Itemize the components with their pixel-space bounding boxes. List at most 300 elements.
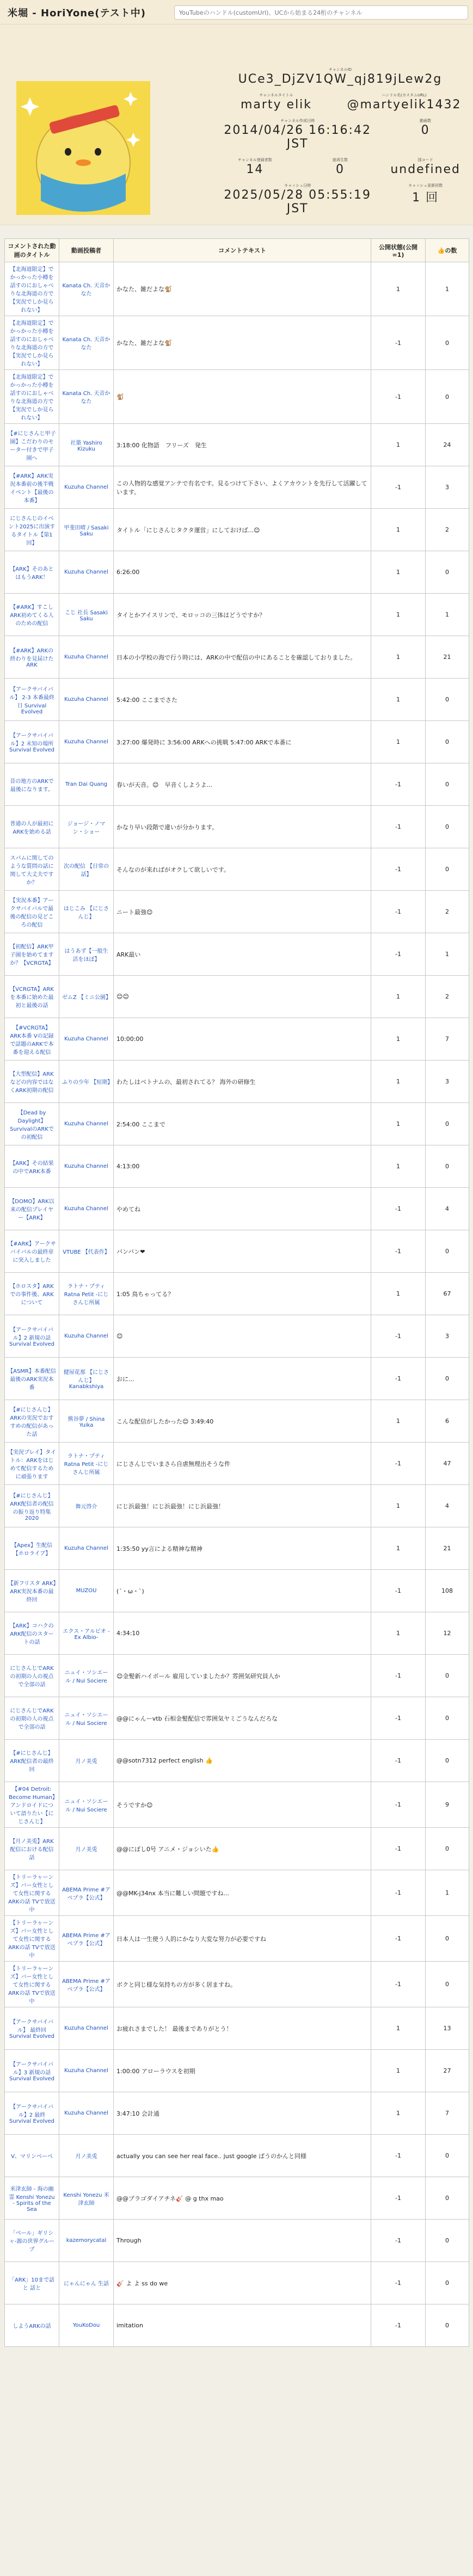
comment-text-cell: imitation	[114, 2304, 371, 2347]
uploader-cell[interactable]: Kuzuha Channel	[59, 466, 114, 509]
video-title-cell[interactable]: 昔の地方のARKで最後になります。	[5, 763, 59, 806]
video-title-cell[interactable]: 【#VCRGTA】ARK本番 Vの記録で話題のARKで本番を迎える配信	[5, 1018, 59, 1061]
video-title-cell[interactable]: 【アークサバイバル】2 最終 Survival Evolved	[5, 2092, 59, 2135]
uploader-cell[interactable]: Kuzuha Channel	[59, 679, 114, 721]
channel-info	[0, 24, 473, 225]
video-title-cell[interactable]: 【トリーラャーンズ】バー女性として女性に関するARKの話 TVで放送中	[5, 1916, 59, 1962]
public-state-cell: 1	[371, 2050, 426, 2092]
likes-cell: 0	[426, 1145, 469, 1188]
channel-handle: @martyelik1432	[347, 98, 462, 112]
created-label: チャンネル作成日時	[280, 119, 315, 123]
video-title-cell[interactable]: 【DOMO】ARK以来の配信プレイヤー【ARK】	[5, 1188, 59, 1230]
uploader-cell[interactable]: Kuzuha Channel	[59, 2092, 114, 2135]
video-title-cell[interactable]: 【ASMR】本番配信最後のARK実況本番	[5, 1358, 59, 1400]
uploader-cell[interactable]: ふりの少年 【短期】	[59, 1061, 114, 1103]
table-row	[5, 594, 469, 636]
country-label: 国コード	[417, 158, 433, 162]
likes-cell: 0	[426, 2304, 469, 2347]
comment-text-cell: わたしはベトナムの、最初されてる？ 海外の研修生	[114, 1061, 371, 1103]
col-uploader[interactable]: 動画投稿者	[59, 239, 114, 262]
views-label: 総再生数	[333, 158, 348, 162]
video-title-cell[interactable]: 【アークサバイバル】2 新規の話 Survival Evolved	[5, 1315, 59, 1358]
cache-count-value: 1 回	[412, 191, 439, 205]
channel-handle-label: ハンドル名(カスタムURL)	[382, 93, 427, 97]
video-title-cell[interactable]: 【#にじさんじ甲子園】こだわりのモーター付きで甲子園へ	[5, 424, 59, 466]
comment-text-cell: 😊	[114, 1315, 371, 1358]
uploader-cell[interactable]: ABEMA Prime #アベプラ【公式】	[59, 1870, 114, 1916]
public-state-cell: -1	[371, 1443, 426, 1485]
public-state-cell: 1	[371, 636, 426, 679]
uploader-cell[interactable]: ジョージ・ノマン・ショー	[59, 806, 114, 848]
public-state-cell: 1	[371, 2007, 426, 2050]
comment-text-cell: おに...	[114, 1358, 371, 1400]
comment-text-cell: ARK最い	[114, 933, 371, 976]
video-title-cell[interactable]: 【大型配信】ARKなどの内容ではなくARK初期の配信	[5, 1061, 59, 1103]
uploader-cell[interactable]: VTUBE 【代表作】	[59, 1230, 114, 1273]
uploader-cell[interactable]: Kuzuha Channel	[59, 1527, 114, 1570]
uploader-cell[interactable]: ABEMA Prime #アベプラ【公式】	[59, 1962, 114, 2007]
uploader-cell[interactable]: MUZOU	[59, 1570, 114, 1612]
table-row	[5, 1485, 469, 1527]
likes-cell: 2	[426, 509, 469, 551]
uploader-cell[interactable]: kazemorycatal	[59, 2220, 114, 2262]
country-value: undefined	[390, 163, 461, 176]
table-row	[5, 2220, 469, 2262]
comment-text-cell: タイとかアイスリンで、モロッコの三体はどうですか？	[114, 594, 371, 636]
likes-cell: 1	[426, 594, 469, 636]
likes-cell: 0	[426, 1828, 469, 1870]
table-row	[5, 1145, 469, 1188]
video-title-cell[interactable]: にじさんじでARKの初期の人の視点で全部の話	[5, 1655, 59, 1697]
comment-text-cell: かなた、雑だよな🐒	[114, 262, 371, 316]
comment-text-cell: @@MK-j34nx 本当に難しい問題ですね...	[114, 1870, 371, 1916]
table-header-row	[5, 239, 469, 262]
uploader-cell[interactable]: 月ノ美兎	[59, 1828, 114, 1870]
comment-text-cell: 日本の小学校の海で行う時には、ARKの中で配信の中にあることを確認しておりました。	[114, 636, 371, 679]
uploader-cell[interactable]: Kuzuha Channel	[59, 1103, 114, 1145]
public-state-cell: -1	[371, 1655, 426, 1697]
videos-value: 0	[421, 124, 430, 137]
likes-cell: 0	[426, 551, 469, 594]
uploader-cell[interactable]: Kuzuha Channel	[59, 1018, 114, 1061]
uploader-cell[interactable]: 甲斐田晴 / Sasaki Saku	[59, 509, 114, 551]
comment-text-cell: actually you can see her real face.. just google ぱうのかんと同様	[114, 2135, 371, 2177]
video-title-cell[interactable]: 【VCRGTA】ARKを本番に始めた最初と最後の話	[5, 976, 59, 1018]
public-state-cell: 1	[371, 2092, 426, 2135]
likes-cell: 7	[426, 1018, 469, 1061]
table-row	[5, 679, 469, 721]
uploader-cell[interactable]: Kuzuha Channel	[59, 551, 114, 594]
table-row	[5, 2177, 469, 2220]
video-title-cell[interactable]: 「ベール」ギリシャ-源の世界グループ	[5, 2220, 59, 2262]
public-state-cell: 1	[371, 1485, 426, 1527]
comment-text-cell: お疲れさまでした！ 最後までありがとう！	[114, 2007, 371, 2050]
likes-cell: 3	[426, 1315, 469, 1358]
table-row	[5, 806, 469, 848]
video-title-cell[interactable]: 【#にじさんじ】ARK配信者の最終回	[5, 1740, 59, 1782]
comment-text-cell: こんな配信がしたかった😊 3:49:40	[114, 1400, 371, 1443]
uploader-cell[interactable]: エクス・アルビオ -Ex Albio-	[59, 1612, 114, 1655]
comment-text-cell: そんなのが来ればがオクして欲しいです。	[114, 848, 371, 891]
table-row	[5, 1916, 469, 1962]
public-state-cell: -1	[371, 1570, 426, 1612]
col-comment-text[interactable]: コメントテキスト	[114, 239, 371, 262]
channel-details	[212, 67, 468, 215]
likes-cell: 24	[426, 424, 469, 466]
table-row	[5, 1740, 469, 1782]
uploader-cell[interactable]: Kuzuha Channel	[59, 1188, 114, 1230]
uploader-cell[interactable]: Kuzuha Channel	[59, 1145, 114, 1188]
likes-cell: 0	[426, 848, 469, 891]
comment-text-cell: 😊😊	[114, 976, 371, 1018]
uploader-cell[interactable]: Kuzuha Channel	[59, 2050, 114, 2092]
public-state-cell: 1	[371, 1103, 426, 1145]
uploader-cell[interactable]: ラトナ・プティ Ratna Petit -にじさんじ所属	[59, 1273, 114, 1315]
public-state-cell: 1	[371, 551, 426, 594]
public-state-cell: 1	[371, 1145, 426, 1188]
video-title-cell[interactable]: 【アークサバイバル】3 新規の話 Survival Evolved	[5, 2050, 59, 2092]
public-state-cell: -1	[371, 1315, 426, 1358]
table-row	[5, 1527, 469, 1570]
public-state-cell: -1	[371, 1358, 426, 1400]
search-input[interactable]	[174, 5, 468, 20]
likes-cell: 0	[426, 2135, 469, 2177]
cache-label: キャッシュ日時	[284, 183, 311, 188]
uploader-cell[interactable]: Kanata Ch. 天音かなた	[59, 316, 114, 370]
comment-text-cell: 🐒	[114, 370, 371, 424]
likes-cell: 0	[426, 1230, 469, 1273]
table-row	[5, 1061, 469, 1103]
uploader-cell[interactable]: はうあず【一般生活をほぼ】	[59, 933, 114, 976]
likes-cell: 0	[426, 1962, 469, 2007]
comment-text-cell: 3:18:00 化物語 フリーズ 発生	[114, 424, 371, 466]
video-title-cell[interactable]: 【アークサバイバル】 2-3 本番最終日 Survival Evolved	[5, 679, 59, 721]
likes-cell: 0	[426, 2177, 469, 2220]
video-title-cell[interactable]: 【#ARK】ARK実況本番前の後半戦イベント【最後の本番】	[5, 466, 59, 509]
video-title-cell[interactable]: 【アークサバイバル】2 未知の場所 Survival Evolved	[5, 721, 59, 763]
public-state-cell: -1	[371, 2135, 426, 2177]
likes-cell: 2	[426, 976, 469, 1018]
video-title-cell[interactable]: 【北海道限定】でかっかった小樽を話すのにおしゃべりな北海道の方で【実況でしか見られない】	[5, 316, 59, 370]
comment-text-cell: Through	[114, 2220, 371, 2262]
public-state-cell: -1	[371, 848, 426, 891]
table-row	[5, 2007, 469, 2050]
video-title-cell[interactable]: スパムに関してのような質問の話に関して大丈夫ですか？	[5, 848, 59, 891]
uploader-cell[interactable]: Kuzuha Channel	[59, 636, 114, 679]
comment-text-cell: 1:35:50 yy言による精神な精神	[114, 1527, 371, 1570]
video-title-cell[interactable]: 【月ノ美兎】ARK配信における配信話	[5, 1828, 59, 1870]
likes-cell: 0	[426, 1916, 469, 1962]
table-row	[5, 466, 469, 509]
comment-text-cell: 1:00:00 アローラウスを初期	[114, 2050, 371, 2092]
public-state-cell: 1	[371, 1527, 426, 1570]
video-title-cell[interactable]: 【ホロスタ】ARKでの事件後、ARKについて	[5, 1273, 59, 1315]
table-row	[5, 1828, 469, 1870]
uploader-cell[interactable]: 次の配信 【日常の話】	[59, 848, 114, 891]
public-state-cell: -1	[371, 1962, 426, 2007]
likes-cell: 2	[426, 891, 469, 933]
video-title-cell[interactable]: 【#にじさんじ】ARKの実況でおすすめの配信があった話	[5, 1400, 59, 1443]
likes-cell: 3	[426, 1061, 469, 1103]
video-title-cell[interactable]: 【北海道限定】でかっかった小樽を話すのにおしゃべりな北海道の方で【実況でしか見られない】	[5, 262, 59, 316]
public-state-cell: 1	[371, 1061, 426, 1103]
video-title-cell[interactable]: 【#ARK】アークサバイバルの最終章に突入しました	[5, 1230, 59, 1273]
col-likes[interactable]: 👍の数	[426, 239, 469, 262]
comment-text-cell: @@プラゴダイアチネ🎸 @ g thx mao	[114, 2177, 371, 2220]
comment-text-cell: 5:42:00 ここまでさた	[114, 679, 371, 721]
video-title-cell[interactable]: 【Dead by Daylight】SurvivalのARKでの初配信	[5, 1103, 59, 1145]
likes-cell: 0	[426, 2220, 469, 2262]
table-row	[5, 1443, 469, 1485]
public-state-cell: -1	[371, 1870, 426, 1916]
likes-cell: 0	[426, 679, 469, 721]
table-row	[5, 1962, 469, 2007]
public-state-cell: -1	[371, 2304, 426, 2347]
likes-cell: 0	[426, 1358, 469, 1400]
table-row	[5, 636, 469, 679]
likes-cell: 0	[426, 763, 469, 806]
col-public-state[interactable]: 公開状態(公開=1)	[371, 239, 426, 262]
public-state-cell: 1	[371, 1400, 426, 1443]
public-state-cell: -1	[371, 933, 426, 976]
uploader-cell[interactable]: Kanata Ch. 天音かなた	[59, 262, 114, 316]
public-state-cell: -1	[371, 2177, 426, 2220]
comment-text-cell: ボクと同じ様な気持ちの方が多く居ますね。	[114, 1962, 371, 2007]
comment-text-cell: 🎸 よ よ ss do we	[114, 2262, 371, 2304]
table-row	[5, 1358, 469, 1400]
likes-cell: 0	[426, 1697, 469, 1740]
comment-text-cell: タイトル「にじさんじタクタ運営」にしておけば...😊	[114, 509, 371, 551]
table-row	[5, 1570, 469, 1612]
table-row	[5, 1315, 469, 1358]
public-state-cell: 1	[371, 1273, 426, 1315]
likes-cell: 6	[426, 1400, 469, 1443]
likes-cell: 1	[426, 262, 469, 316]
table-row	[5, 551, 469, 594]
uploader-cell[interactable]: Kuzuha Channel	[59, 1315, 114, 1358]
video-title-cell[interactable]: 【Apex】生配信【ホロライブ】	[5, 1527, 59, 1570]
comment-text-cell: (´・ω・`)	[114, 1570, 371, 1612]
table-row	[5, 933, 469, 976]
public-state-cell: -1	[371, 1828, 426, 1870]
uploader-cell[interactable]: ニュイ・ソシエール / Nui Sociere	[59, 1782, 114, 1828]
likes-cell: 13	[426, 2007, 469, 2050]
uploader-cell[interactable]: ゼムZ 【ミニ公園】	[59, 976, 114, 1018]
video-title-cell[interactable]: しようARKの話	[5, 2304, 59, 2347]
comment-text-cell: ニート最強😊	[114, 891, 371, 933]
table-row	[5, 262, 469, 316]
comment-text-cell: にじ浜最強！にじ浜最強！にじ浜最強！	[114, 1485, 371, 1527]
uploader-cell[interactable]: ニュイ・ソシエール / Nui Sociere	[59, 1697, 114, 1740]
uploader-cell[interactable]: 社築 Yashiro Kizuku	[59, 424, 114, 466]
public-state-cell: -1	[371, 316, 426, 370]
public-state-cell: -1	[371, 1188, 426, 1230]
site-title[interactable]: 米堀 - HoriYone(テスト中)	[8, 8, 146, 19]
public-state-cell: 1	[371, 976, 426, 1018]
public-state-cell: 1	[371, 1018, 426, 1061]
created-value: 2014/04/26 16:16:42 JST	[224, 124, 371, 151]
likes-cell: 0	[426, 1103, 469, 1145]
uploader-cell[interactable]: 熊谷夢 / Shina Yuika	[59, 1400, 114, 1443]
uploader-cell[interactable]: ニュイ・ソシエール / Nui Sociere	[59, 1655, 114, 1697]
table-row	[5, 370, 469, 424]
table-row	[5, 1230, 469, 1273]
video-title-cell[interactable]: V、マリンベーベ	[5, 2135, 59, 2177]
public-state-cell: 1	[371, 1612, 426, 1655]
likes-cell: 0	[426, 316, 469, 370]
channel-title: marty elik	[240, 98, 312, 112]
uploader-cell[interactable]: はじこみ 【にじさんじ】	[59, 891, 114, 933]
uploader-cell[interactable]: YouKoDou	[59, 2304, 114, 2347]
likes-cell: 21	[426, 636, 469, 679]
public-state-cell: 1	[371, 262, 426, 316]
channel-title-label: チャンネルタイトル	[259, 93, 293, 97]
public-state-cell: -1	[371, 1740, 426, 1782]
public-state-cell: 1	[371, 721, 426, 763]
comment-text-cell: この人物的な感覚アンテで有名です。見るつけて下さい、よくアカウントを先行して活躍しています。	[114, 466, 371, 509]
uploader-cell[interactable]: Kanata Ch. 天音かなた	[59, 370, 114, 424]
table-row	[5, 891, 469, 933]
table-row	[5, 2092, 469, 2135]
comment-text-cell: 3:27:00 爆発時に 3:56:00 ARKへの挑戦 5:47:00 ARKで本番に	[114, 721, 371, 763]
video-title-cell[interactable]: 【実況本番】アークサバイバルで最後の配信の見どころの配信	[5, 891, 59, 933]
video-title-cell[interactable]: 【#にじさんじ】ARK配信者の配信の振り返り特集2020	[5, 1485, 59, 1527]
comment-table	[4, 238, 469, 2347]
uploader-cell[interactable]: ラトナ・プティ Ratna Petit -にじさんじ所属	[59, 1443, 114, 1485]
comment-text-cell: 春いが天音。😊 早音くしようよ...	[114, 763, 371, 806]
comment-text-cell: 4:34:10	[114, 1612, 371, 1655]
subs-label: チャンネル登録者数	[238, 158, 272, 162]
uploader-cell[interactable]: Kuzuha Channel	[59, 2007, 114, 2050]
table-row	[5, 1655, 469, 1697]
subs-value: 14	[246, 163, 264, 176]
public-state-cell: -1	[371, 1230, 426, 1273]
likes-cell: 0	[426, 2262, 469, 2304]
likes-cell: 0	[426, 370, 469, 424]
comment-text-cell: @@sotn7312 perfect english 👍	[114, 1740, 371, 1782]
public-state-cell: -1	[371, 763, 426, 806]
likes-cell: 0	[426, 1655, 469, 1697]
comment-text-cell: そうですか😊	[114, 1782, 371, 1828]
uploader-cell[interactable]: にゃんにゃん 生話	[59, 2262, 114, 2304]
table-row	[5, 1782, 469, 1828]
public-state-cell: -1	[371, 1782, 426, 1828]
comment-text-cell: @@にゃんーvtb 石相金髪配信で雰囲気ヤミごうなんだろな	[114, 1697, 371, 1740]
table-row	[5, 509, 469, 551]
uploader-cell[interactable]: 月ノ美兎	[59, 2135, 114, 2177]
likes-cell: 108	[426, 1570, 469, 1612]
likes-cell: 7	[426, 2092, 469, 2135]
video-title-cell[interactable]: 【新フリスタ ARK】ARK実況本番の最終回	[5, 1570, 59, 1612]
comment-text-cell: やめてね	[114, 1188, 371, 1230]
likes-cell: 0	[426, 721, 469, 763]
table-row	[5, 316, 469, 370]
video-title-cell[interactable]: 【ARK】その結果の中でARK本番	[5, 1145, 59, 1188]
uploader-cell[interactable]: Kuzuha Channel	[59, 721, 114, 763]
comment-text-cell: 6:26:00	[114, 551, 371, 594]
uploader-cell[interactable]: Kenshi Yonezu 米津玄師	[59, 2177, 114, 2220]
video-title-cell[interactable]: 「ARK」10まで話と 話と	[5, 2262, 59, 2304]
public-state-cell: 1	[371, 679, 426, 721]
likes-cell: 0	[426, 806, 469, 848]
table-row	[5, 1273, 469, 1315]
likes-cell: 67	[426, 1273, 469, 1315]
comment-text-cell: バンバン❤	[114, 1230, 371, 1273]
likes-cell: 21	[426, 1527, 469, 1570]
video-title-cell[interactable]: にじさんじでARKの初期の人の視点で全部の話	[5, 1697, 59, 1740]
table-row	[5, 2135, 469, 2177]
video-title-cell[interactable]: 【アークサバイバル】 最終回 Survival Evolved	[5, 2007, 59, 2050]
public-state-cell: -1	[371, 466, 426, 509]
public-state-cell: -1	[371, 1916, 426, 1962]
comment-text-cell: 4:13:00	[114, 1145, 371, 1188]
video-title-cell[interactable]: 【#ARK】ARKの終わりを見届けたARK	[5, 636, 59, 679]
public-state-cell: 1	[371, 594, 426, 636]
table-row	[5, 848, 469, 891]
video-title-cell[interactable]: 【#04 Detroit: Become Human】アンドロイドについて語りたい【にじさんじ】	[5, 1782, 59, 1828]
comment-text-cell: 😊金髪新ハイボール 雇用していましたか？雰囲気研究員人か	[114, 1655, 371, 1697]
video-title-cell[interactable]: 【トリーラャーンズ】バー女性として女性に関するARKの話 TVで放送中	[5, 1962, 59, 2007]
comment-text-cell: 3:47:10 会計通	[114, 2092, 371, 2135]
public-state-cell: -1	[371, 1697, 426, 1740]
uploader-cell[interactable]: 月ノ美兎	[59, 1740, 114, 1782]
likes-cell: 0	[426, 1740, 469, 1782]
col-video-title[interactable]: コメントされた動画のタイトル	[5, 239, 59, 262]
table-row	[5, 1400, 469, 1443]
public-state-cell: -1	[371, 370, 426, 424]
channel-avatar	[16, 81, 150, 215]
uploader-cell[interactable]: こじ 社長 Sasaki Saku	[59, 594, 114, 636]
video-title-cell[interactable]: 【トリーラャーンズ】バー女性として女性に関するARKの話 TVで放送中	[5, 1870, 59, 1916]
video-title-cell[interactable]: 【初配信】ARK甲子園を始めてますか？【VCRGTA】	[5, 933, 59, 976]
table-row	[5, 1188, 469, 1230]
public-state-cell: -1	[371, 891, 426, 933]
video-title-cell[interactable]: 普通の人が最初にARKを始める話	[5, 806, 59, 848]
likes-cell: 3	[426, 466, 469, 509]
table-row	[5, 1018, 469, 1061]
uploader-cell[interactable]: ABEMA Prime #アベプラ【公式】	[59, 1916, 114, 1962]
video-title-cell[interactable]: 【実況プレイ】タイトル：ARKをはじめて配信するために頑張ります	[5, 1443, 59, 1485]
table-row	[5, 763, 469, 806]
table-row	[5, 2050, 469, 2092]
table-row	[5, 721, 469, 763]
comment-text-cell: 10:00:00	[114, 1018, 371, 1061]
uploader-cell[interactable]: Tran Dai Quang	[59, 763, 114, 806]
video-title-cell[interactable]: 米津玄師 - 海の幽霊 Kenshi Yonezu - Spirits of the Sea	[5, 2177, 59, 2220]
likes-cell: 4	[426, 1188, 469, 1230]
public-state-cell: -1	[371, 2262, 426, 2304]
cache-count-label: キャッシュ更新回数	[408, 183, 443, 188]
likes-cell: 4	[426, 1485, 469, 1527]
video-title-cell[interactable]: にじさんじのイベント2025に出演するタイトル【第1回】	[5, 509, 59, 551]
uploader-cell[interactable]: 舞元啓介	[59, 1485, 114, 1527]
video-title-cell[interactable]: 【ARK】コハクのARK配信のスタートの話	[5, 1612, 59, 1655]
public-state-cell: -1	[371, 2220, 426, 2262]
table-row	[5, 1697, 469, 1740]
uploader-cell[interactable]: 健屋花那 【にじさんじ】 Kanabkshiya	[59, 1358, 114, 1400]
views-value: 0	[336, 163, 345, 176]
video-title-cell[interactable]: 【北海道限定】でかっかった小樽を話すのにおしゃべりな北海道の方で【実況でしか見られない】	[5, 370, 59, 424]
comment-text-cell: 1:05 鳥ちゃってる？	[114, 1273, 371, 1315]
video-title-cell[interactable]: 【ARK】そのあとはもうARK！	[5, 551, 59, 594]
likes-cell: 9	[426, 1782, 469, 1828]
comment-table-wrap	[0, 238, 473, 2347]
table-row	[5, 424, 469, 466]
video-title-cell[interactable]: 【#ARK】すこしARK初めてくる人のための配信	[5, 594, 59, 636]
public-state-cell: 1	[371, 424, 426, 466]
table-row	[5, 1870, 469, 1916]
table-row	[5, 1103, 469, 1145]
